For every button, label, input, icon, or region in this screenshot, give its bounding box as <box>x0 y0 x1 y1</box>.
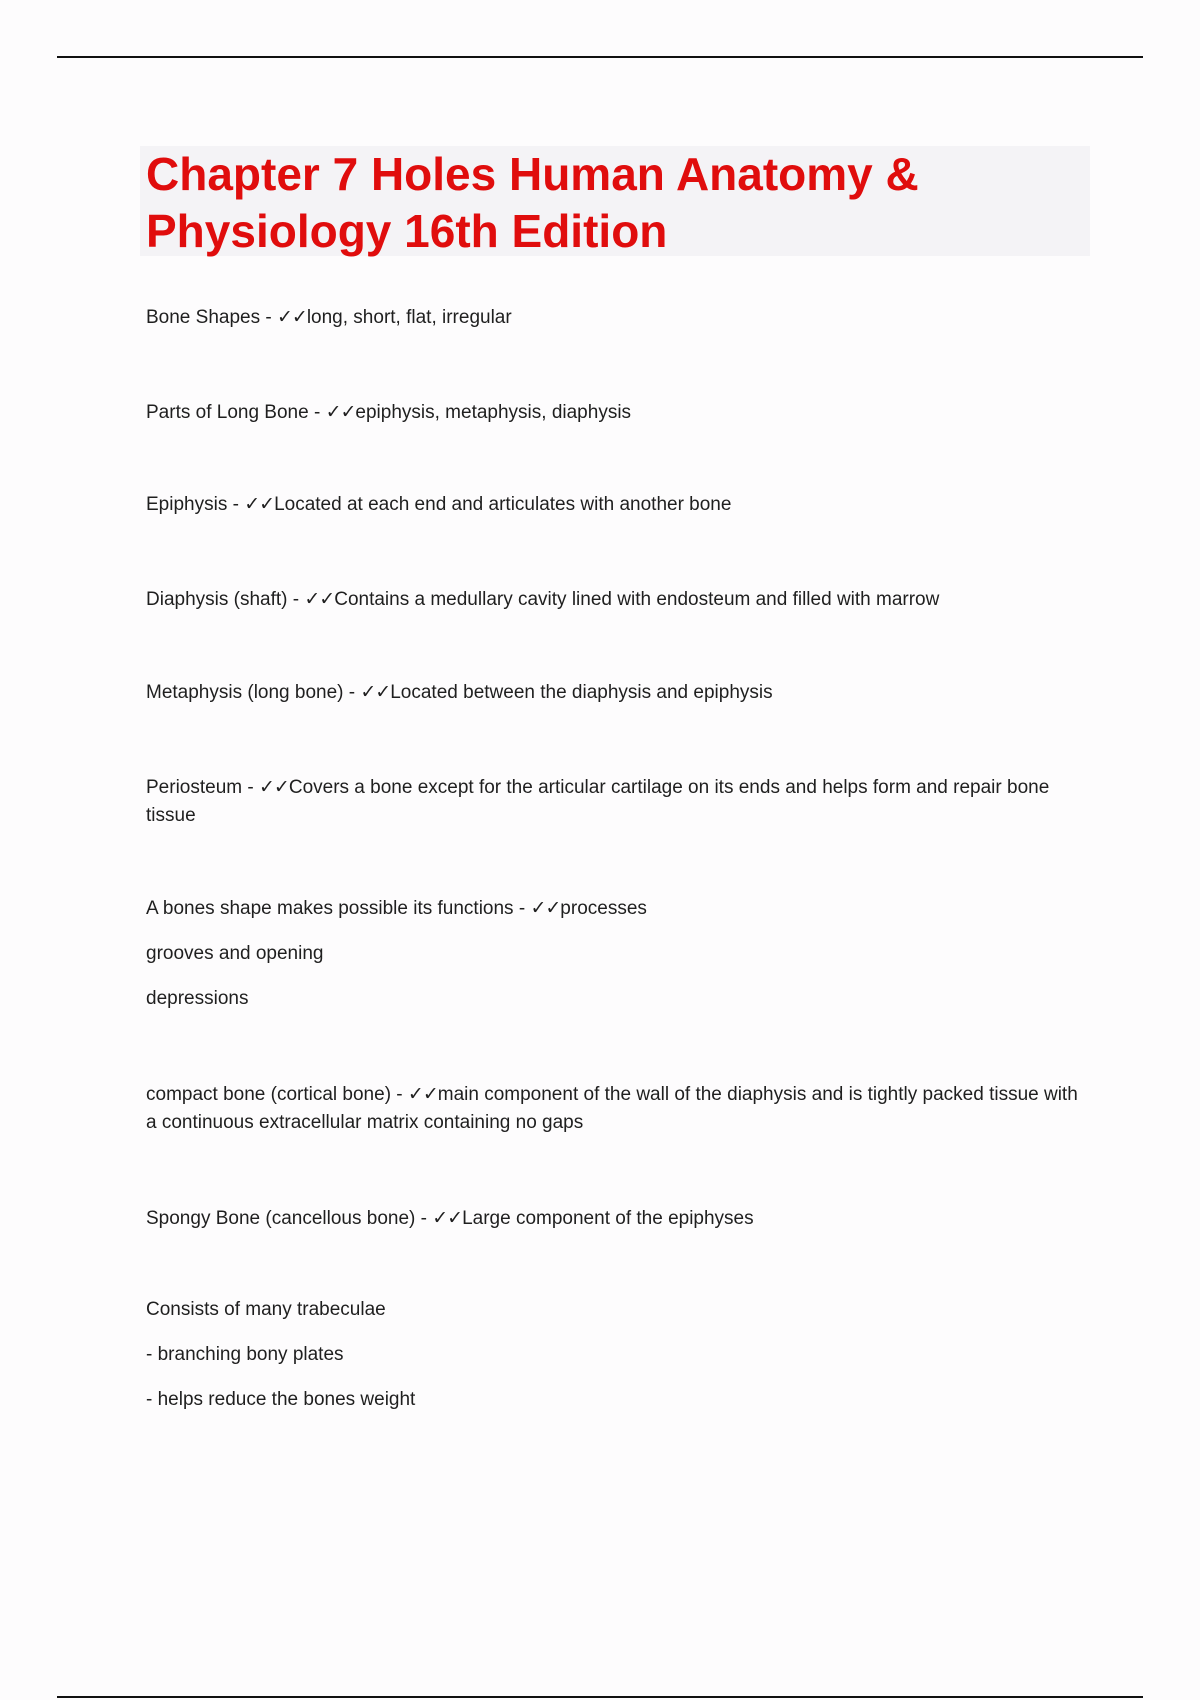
entry-extra-line: grooves and opening <box>146 943 324 964</box>
bottom-rule <box>57 1696 1143 1698</box>
entry-definition: Large component of the epiphyses <box>462 1208 754 1229</box>
entry-definition: Located at each end and articulates with another bone <box>274 494 732 515</box>
check-mark-icon: ✓✓ <box>325 402 356 423</box>
note-line: - branching bony plates <box>146 1344 344 1365</box>
entry-definition: Located between the diaphysis and epiphysis <box>390 682 773 703</box>
check-mark-icon: ✓✓ <box>259 777 289 798</box>
entry-term: Epiphysis <box>146 494 228 515</box>
check-mark-icon: ✓✓ <box>304 589 335 610</box>
title-line-2: Physiology 16th Edition <box>146 205 668 257</box>
entry-term: Metaphysis (long bone) <box>146 682 344 703</box>
entry-definition: main component of the wall of the diaphysis and is tightly packed tissue with a continuous extracellular matrix containing no gaps <box>146 1084 1078 1133</box>
entry-definition: Covers a bone except for the articular cartilage on its ends and helps form and repair bone tissue <box>146 777 1050 826</box>
check-mark-icon: ✓✓ <box>530 898 561 919</box>
entry-extra-line: depressions <box>146 988 249 1009</box>
flashcard-entry: Spongy Bone (cancellous bone) - ✓✓Large component of the epiphyses <box>146 1208 754 1229</box>
check-mark-icon: ✓✓ <box>244 494 275 515</box>
entry-term: Spongy Bone (cancellous bone) <box>146 1208 416 1229</box>
flashcard-entry: compact bone (cortical bone) - ✓✓main component of the wall of the diaphysis and is tightly packed tissue with a continuous extracellular matrix containing no gaps <box>146 1084 1078 1133</box>
entry-definition: Contains a medullary cavity lined with endosteum and filled with marrow <box>334 589 940 610</box>
document-title <box>146 146 1084 260</box>
check-mark-icon: ✓✓ <box>360 682 391 703</box>
entry-definition: processes <box>560 898 647 919</box>
entry-term: Periosteum <box>146 777 243 798</box>
flashcard-entry: Bone Shapes - ✓✓long, short, flat, irregular <box>146 307 512 328</box>
check-mark-icon: ✓✓ <box>276 307 307 328</box>
entry-term: A bones shape makes possible its functions <box>146 898 514 919</box>
flashcard-entry: A bones shape makes possible its functions - ✓✓processes grooves and opening depressions <box>146 895 1086 1013</box>
entry-term: compact bone (cortical bone) <box>146 1084 392 1105</box>
flashcard-entry: Metaphysis (long bone) - ✓✓Located between the diaphysis and epiphysis <box>146 682 773 703</box>
entry-term: Parts of Long Bone <box>146 402 309 423</box>
flashcard-entry: Parts of Long Bone - ✓✓epiphysis, metaphysis, diaphysis <box>146 402 632 423</box>
note-line: Consists of many trabeculae <box>146 1299 386 1320</box>
note-line: - helps reduce the bones weight <box>146 1389 416 1410</box>
trailing-notes <box>146 1296 1086 1414</box>
flashcard-entry: Periosteum - ✓✓Covers a bone except for the articular cartilage on its ends and helps form and repair bone tissue <box>146 777 1050 826</box>
check-mark-icon: ✓✓ <box>432 1208 463 1229</box>
check-mark-icon: ✓✓ <box>407 1084 438 1105</box>
top-rule <box>57 56 1143 58</box>
title-line-1: Chapter 7 Holes Human Anatomy & <box>146 148 919 200</box>
entry-definition: long, short, flat, irregular <box>306 307 512 328</box>
title-banner <box>140 146 1090 256</box>
entry-term: Bone Shapes <box>146 307 261 328</box>
entry-definition: epiphysis, metaphysis, diaphysis <box>355 402 632 423</box>
flashcard-entry: Diaphysis (shaft) - ✓✓Contains a medullary cavity lined with endosteum and filled with marrow <box>146 589 940 610</box>
flashcard-entry: Epiphysis - ✓✓Located at each end and articulates with another bone <box>146 494 732 515</box>
entry-term: Diaphysis (shaft) <box>146 589 288 610</box>
